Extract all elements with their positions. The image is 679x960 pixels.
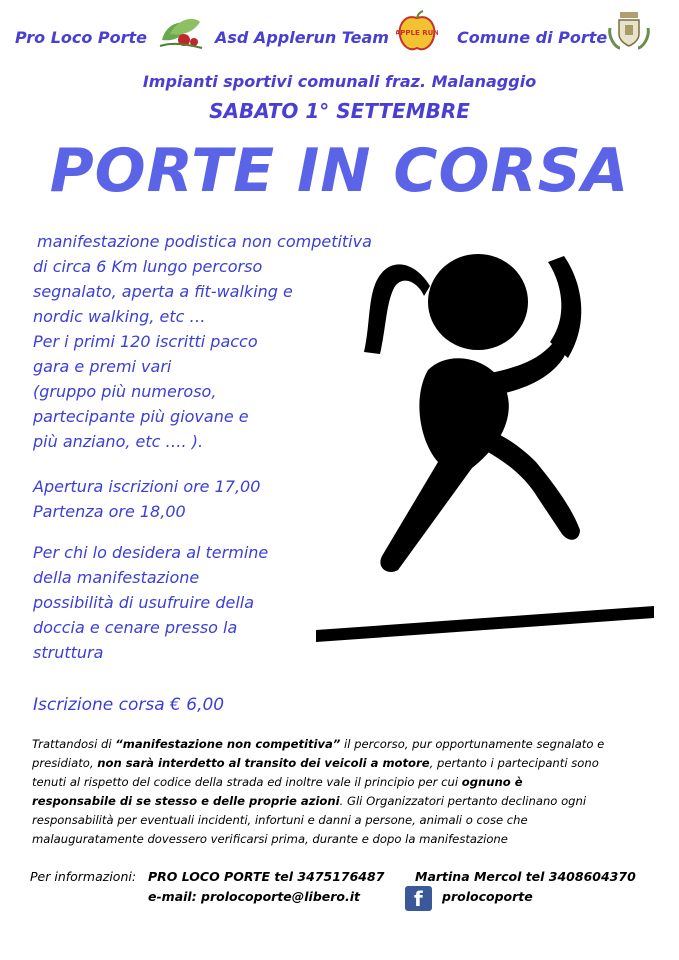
applerun-logo-icon: [396, 10, 438, 54]
municipal-crest-icon: [606, 8, 652, 52]
facilities-line: doccia e cenare presso la: [33, 618, 238, 637]
description-line: più anziano, etc …. ).: [33, 432, 204, 451]
disclaimer-text: il percorso, pur opportunamente segnalato e: [340, 737, 605, 751]
disclaimer-emphasis: responsabile di se stesso e delle proprie azioni: [32, 794, 340, 808]
disclaimer-emphasis: “manifestazione non competitiva”: [115, 737, 341, 751]
contact-email-text: e-mail: prolocoporte@libero.it: [148, 889, 361, 904]
disclaimer-text: tenuti al rispetto del codice della strada ed inoltre vale il principio per cui: [32, 775, 462, 789]
event-title: PORTE IN CORSA: [49, 136, 630, 206]
description-line: segnalato, aperta a fit-walking e: [33, 282, 293, 301]
facilities-line: Per chi lo desidera al termine: [33, 543, 269, 562]
description-line: di circa 6 Km lungo percorso: [33, 257, 263, 276]
description-line: Per i primi 120 iscritti pacco: [33, 332, 258, 351]
contact-pro-loco-phone-text: PRO LOCO PORTE tel 3475176487: [148, 869, 385, 884]
description-line: (gruppo più numeroso,: [33, 382, 217, 401]
contact-facebook-text: prolocoporte: [442, 889, 533, 904]
org-comune-di-porte: Comune di Porte: [457, 28, 608, 47]
disclaimer-text: malauguratamente dovessero verificarsi prima, durante e dopo la manifestazione: [32, 832, 508, 846]
description-line: partecipante più giovane e: [33, 407, 249, 426]
event-date: SABATO 1° SETTEMBRE: [209, 99, 470, 123]
contact-pro-loco-phone: [148, 869, 384, 884]
disclaimer-emphasis: non sarà interdetto al transito dei veicoli a motore: [97, 756, 430, 770]
applerun-logo-text: APPLE RUN: [396, 29, 438, 37]
org-pro-loco-porte: Pro Loco Porte: [15, 28, 148, 47]
event-schedule: [33, 474, 260, 524]
facilities-line: possibilità di usufruire della: [33, 593, 255, 612]
facilities-line: struttura: [33, 643, 104, 662]
disclaimer-text: presidiato,: [32, 756, 98, 770]
contact-email[interactable]: [148, 889, 360, 904]
disclaimer-text: Trattandosi di: [32, 737, 116, 751]
contacts-label: Per informazioni:: [30, 869, 137, 884]
disclaimer-text: , pertanto i partecipanti sono: [429, 756, 599, 770]
leaf-logo-icon: [156, 12, 198, 54]
event-facilities: [33, 540, 268, 665]
registration-fee: Iscrizione corsa € 6,00: [33, 695, 225, 715]
facebook-icon[interactable]: [405, 886, 432, 911]
description-line: nordic walking, etc …: [33, 307, 206, 326]
schedule-registration-opening: Apertura iscrizioni ore 17,00: [33, 477, 261, 496]
disclaimer-emphasis: ognuno è: [461, 775, 523, 789]
disclaimer-text: . Gli Organizzatori pertanto declinano ogni: [339, 794, 587, 808]
disclaimer: [32, 735, 647, 849]
contact-facebook[interactable]: [442, 889, 533, 904]
description-line: manifestazione podistica non competitiva: [37, 232, 372, 251]
disclaimer-text: responsabilità per eventuali incidenti, infortuni e danni a persone, animali o cose che: [32, 813, 528, 827]
runner-pictogram-icon: [310, 222, 660, 647]
schedule-start-time: Partenza ore 18,00: [33, 502, 186, 521]
contact-person-phone-text: Martina Mercol tel 3408604370: [415, 869, 636, 884]
org-asd-applerun-team: Asd Applerun Team: [215, 28, 389, 47]
facilities-line: della manifestazione: [33, 568, 200, 587]
description-line: gara e premi vari: [33, 357, 172, 376]
venue-line: Impianti sportivi comunali fraz. Malanaggio: [142, 72, 537, 91]
facebook-icon-letter: f: [414, 887, 423, 911]
contact-person-phone: [415, 869, 636, 884]
